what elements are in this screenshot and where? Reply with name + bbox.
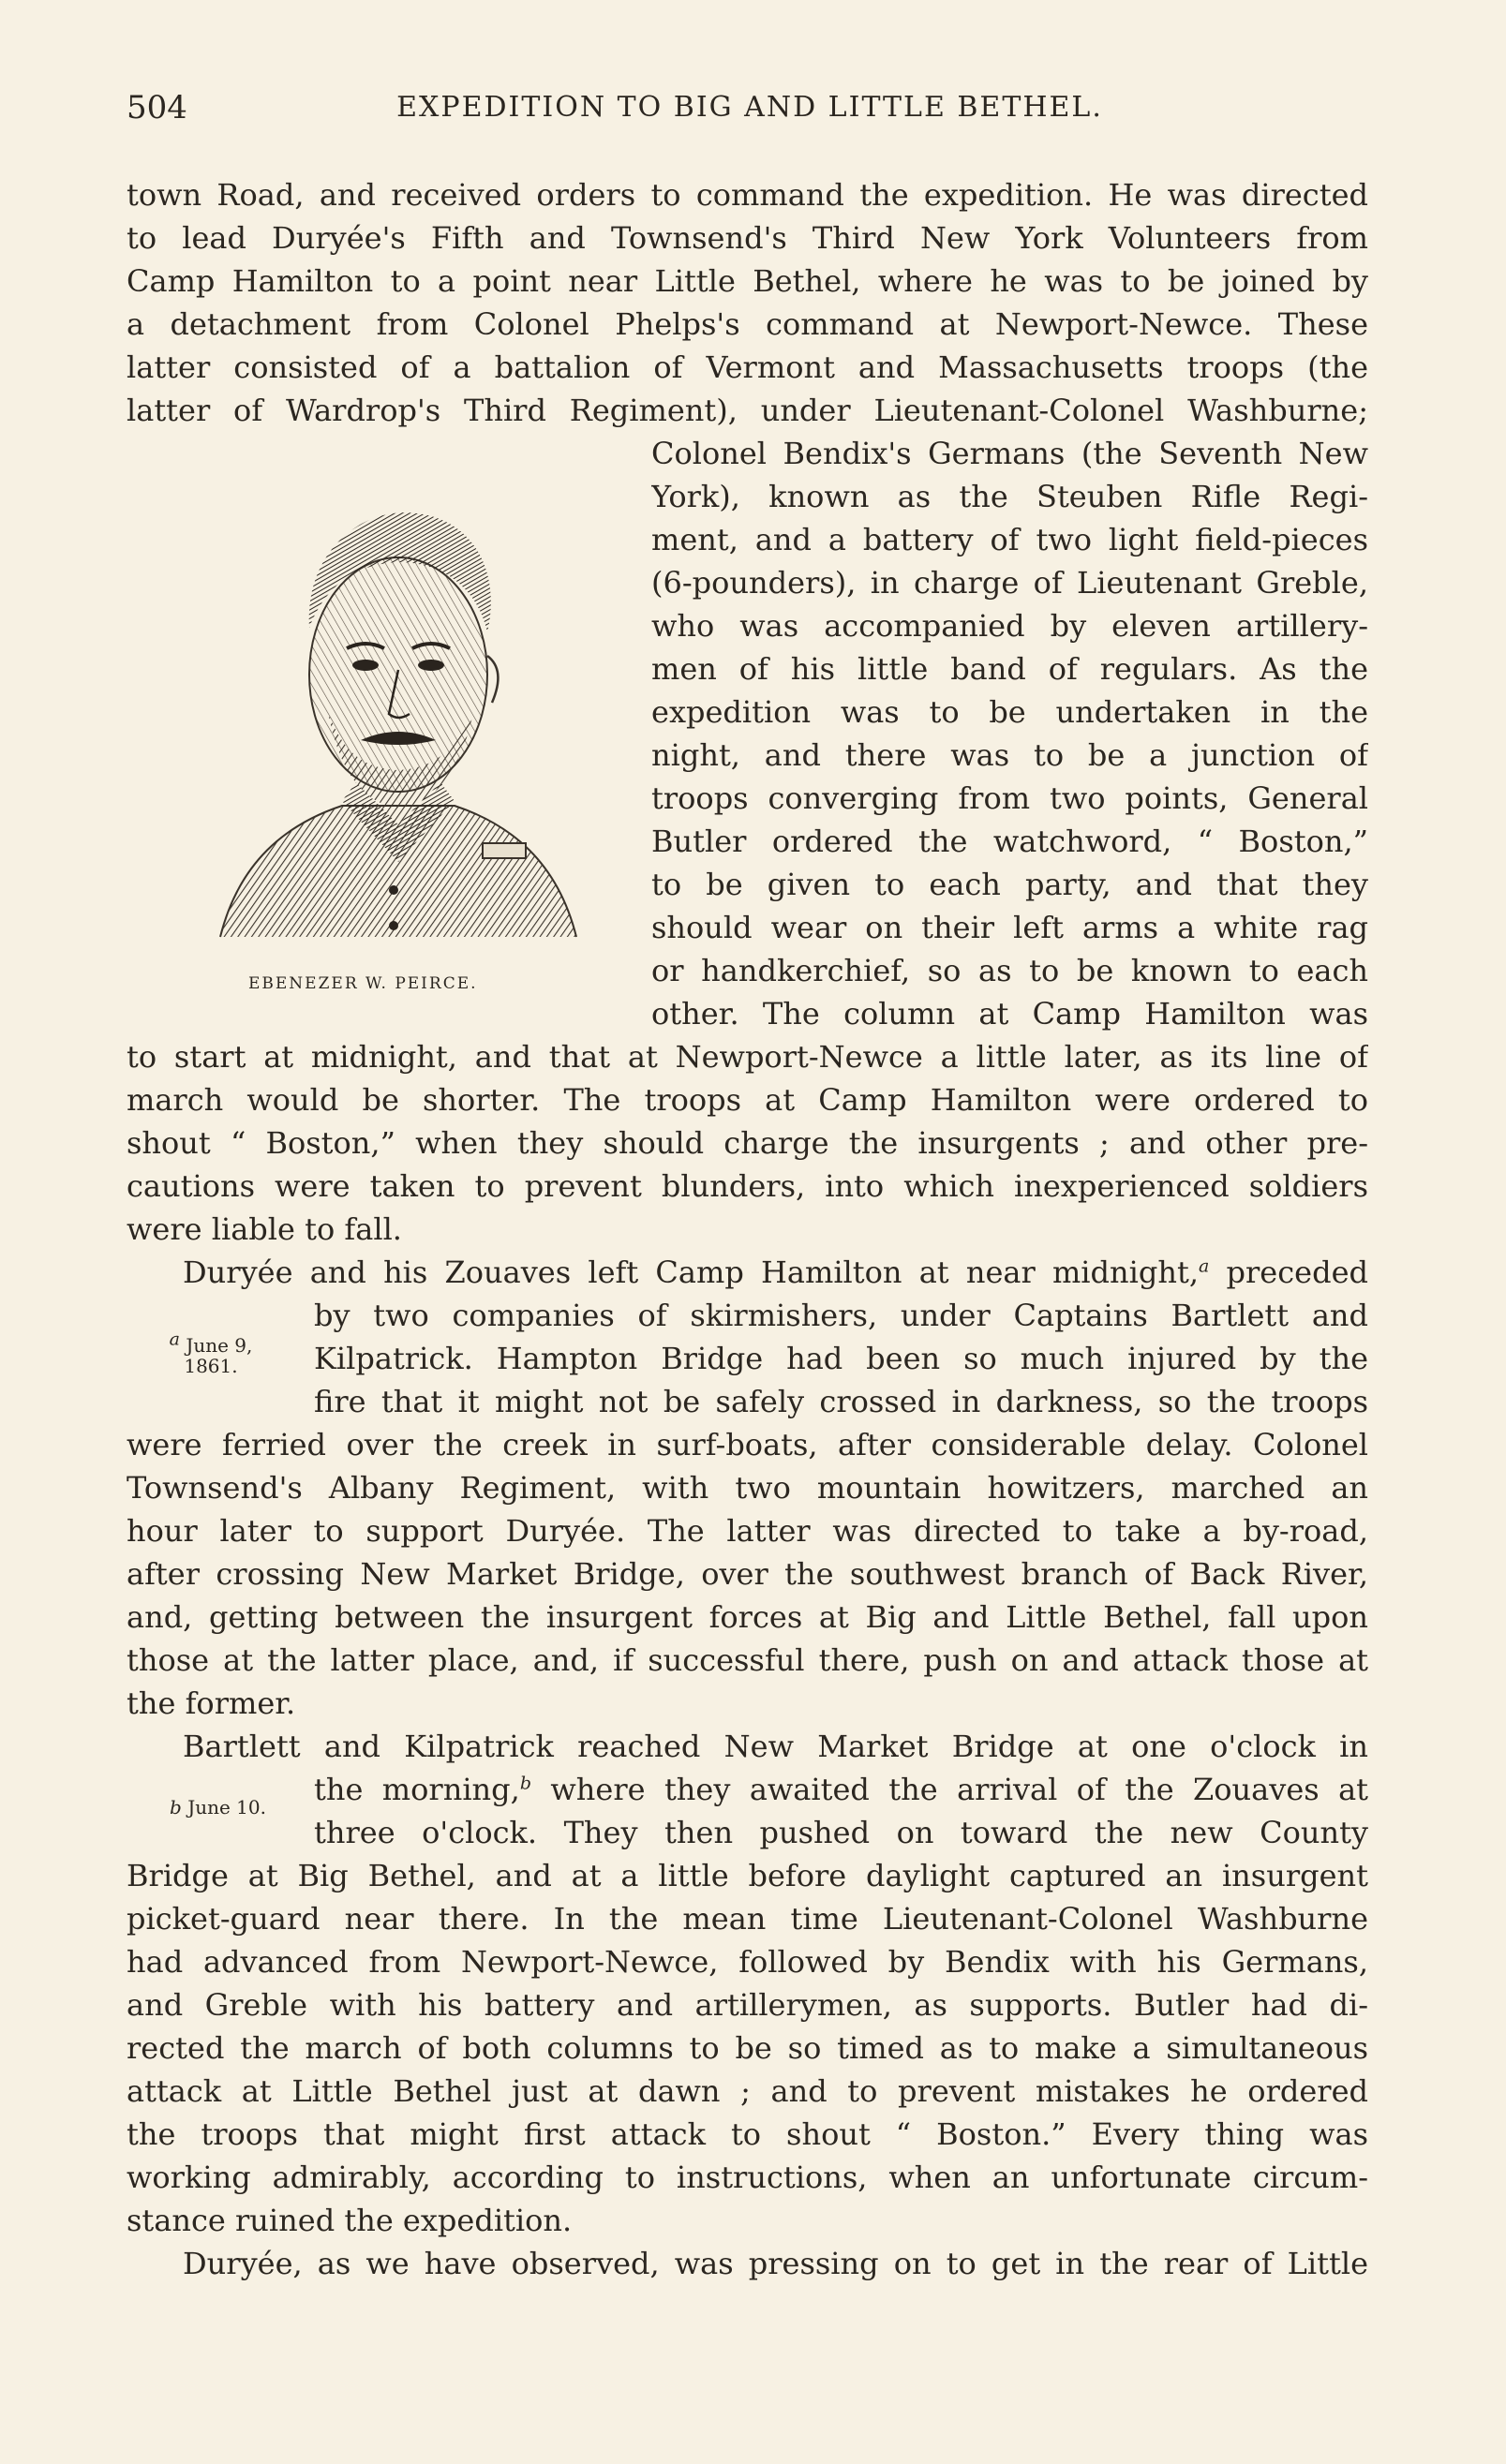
text-line: Townsend's Albany Regiment, with two mountain howitzers, marched an: [127, 1470, 1368, 1506]
text-line: to start at midnight, and that at Newport-Newce a little later, as its line of: [127, 1039, 1368, 1075]
text-span: where they awaited the arrival of the Zouaves at: [530, 1772, 1368, 1807]
text-line: after crossing New Market Bridge, over the southwest branch of Back River,: [127, 1556, 1368, 1592]
text-line: were liable to fall.: [127, 1211, 402, 1247]
text-line: [183, 1251, 1368, 1294]
margin-note-mark: a: [169, 1328, 180, 1350]
text-line: by two companies of skirmishers, under Captains Bartlett and: [314, 1298, 1368, 1333]
text-line: Kilpatrick. Hampton Bridge had been so much injured by the: [314, 1341, 1368, 1376]
margin-note-date: June 9,: [186, 1334, 253, 1357]
text-span: preceded: [1209, 1254, 1368, 1290]
text-line: who was accompanied by eleven artillery-: [651, 608, 1368, 644]
text-line: attack at Little Bethel just at dawn ; and to prevent mistakes he ordered: [127, 2073, 1368, 2109]
margin-note-date: June 10.: [187, 1796, 266, 1818]
text-line: latter of Wardrop's Third Regiment), under Lieutenant-Colonel Washburne;: [127, 393, 1368, 428]
text-line: troops converging from two points, General: [651, 780, 1368, 816]
text-line: and Greble with his battery and artillerymen, as supports. Butler had di-: [127, 1987, 1368, 2023]
text-line: and, getting between the insurgent forces at Big and Little Bethel, fall upon: [127, 1599, 1368, 1635]
text-line: had advanced from Newport-Newce, followed by Bendix with his Germans,: [127, 1944, 1368, 1980]
text-line: to lead Duryée's Fifth and Townsend's Third New York Volunteers from: [127, 220, 1368, 256]
text-line: fire that it might not be safely crossed in darkness, so the troops: [314, 1384, 1368, 1419]
text-line: rected the march of both columns to be so timed as to make a simultaneous: [127, 2030, 1368, 2066]
footnote-mark: a: [1199, 1255, 1210, 1277]
text-span: the morning,: [314, 1772, 520, 1807]
margin-note-june-10: [155, 1797, 281, 1818]
text-line: were ferried over the creek in surf-boats, after considerable delay. Colonel: [127, 1427, 1368, 1462]
text-line: working admirably, according to instructions, when an unfortunate circum-: [127, 2160, 1368, 2195]
page-header: [127, 89, 1373, 136]
footnote-mark: b: [519, 1773, 531, 1794]
text-line: men of his little band of regulars. As the: [651, 651, 1368, 687]
portrait-engraving: [201, 468, 595, 974]
text-line: three o'clock. They then pushed on toward the new County: [314, 1815, 1368, 1850]
portrait-caption: EBENEZER W. PEIRCE.: [248, 974, 478, 993]
text-line: night, and there was to be a junction of: [651, 737, 1368, 773]
text-line: should wear on their left arms a white rag: [651, 910, 1368, 945]
text-line: ment, and a battery of two light field-pieces: [651, 522, 1368, 557]
text-line: Duryée, as we have observed, was pressing on to get in the rear of Little: [183, 2246, 1368, 2281]
text-line: [314, 1768, 1368, 1811]
text-line: picket-guard near there. In the mean time Lieutenant-Colonel Washburne: [127, 1901, 1368, 1937]
text-line: York), known as the Steuben Rifle Regi-: [651, 479, 1368, 514]
text-line: a detachment from Colonel Phelps's command at Newport-Newce. These: [127, 306, 1368, 342]
text-line: Colonel Bendix's Germans (the Seventh New: [651, 436, 1368, 471]
margin-note-year: 1861.: [184, 1355, 238, 1377]
text-line: (6-pounders), in charge of Lieutenant Greble,: [651, 565, 1368, 601]
text-line: or handkerchief, so as to be known to each: [651, 953, 1368, 988]
text-line: march would be shorter. The troops at Camp Hamilton were ordered to: [127, 1082, 1368, 1118]
text-line: the former.: [127, 1685, 296, 1721]
text-line: Bartlett and Kilpatrick reached New Market Bridge at one o'clock in: [183, 1729, 1368, 1764]
text-line: the troops that might first attack to shout “ Boston.” Every thing was: [127, 2116, 1368, 2152]
text-line: Butler ordered the watchword, “ Boston,”: [651, 824, 1368, 859]
text-line: latter consisted of a battalion of Vermont and Massachusetts troops (the: [127, 349, 1368, 385]
text-line: cautions were taken to prevent blunders, into which inexperienced soldiers: [127, 1168, 1368, 1204]
text-line: shout “ Boston,” when they should charge the insurgents ; and other pre-: [127, 1125, 1368, 1161]
text-line: to be given to each party, and that they: [651, 867, 1368, 902]
text-span: Duryée and his Zouaves left Camp Hamilton at near midnight,: [183, 1254, 1199, 1290]
text-line: Bridge at Big Bethel, and at a little before daylight captured an insurgent: [127, 1858, 1368, 1893]
text-line: town Road, and received orders to command the expedition. He was directed: [127, 177, 1368, 213]
margin-note-mark: b: [170, 1796, 182, 1818]
text-line: other. The column at Camp Hamilton was: [651, 996, 1368, 1032]
running-title: EXPEDITION TO BIG AND LITTLE BETHEL.: [396, 91, 1103, 124]
text-line: expedition was to be undertaken in the: [651, 694, 1368, 730]
text-line: hour later to support Duryée. The latter was directed to take a by-road,: [127, 1513, 1368, 1549]
margin-note-june-9: [159, 1328, 262, 1377]
page-number: 504: [127, 89, 187, 126]
text-line: Camp Hamilton to a point near Little Bethel, where he was to be joined by: [127, 263, 1368, 299]
text-line: stance ruined the expedition.: [127, 2203, 573, 2238]
text-line: those at the latter place, and, if successful there, push on and attack those at: [127, 1642, 1368, 1678]
